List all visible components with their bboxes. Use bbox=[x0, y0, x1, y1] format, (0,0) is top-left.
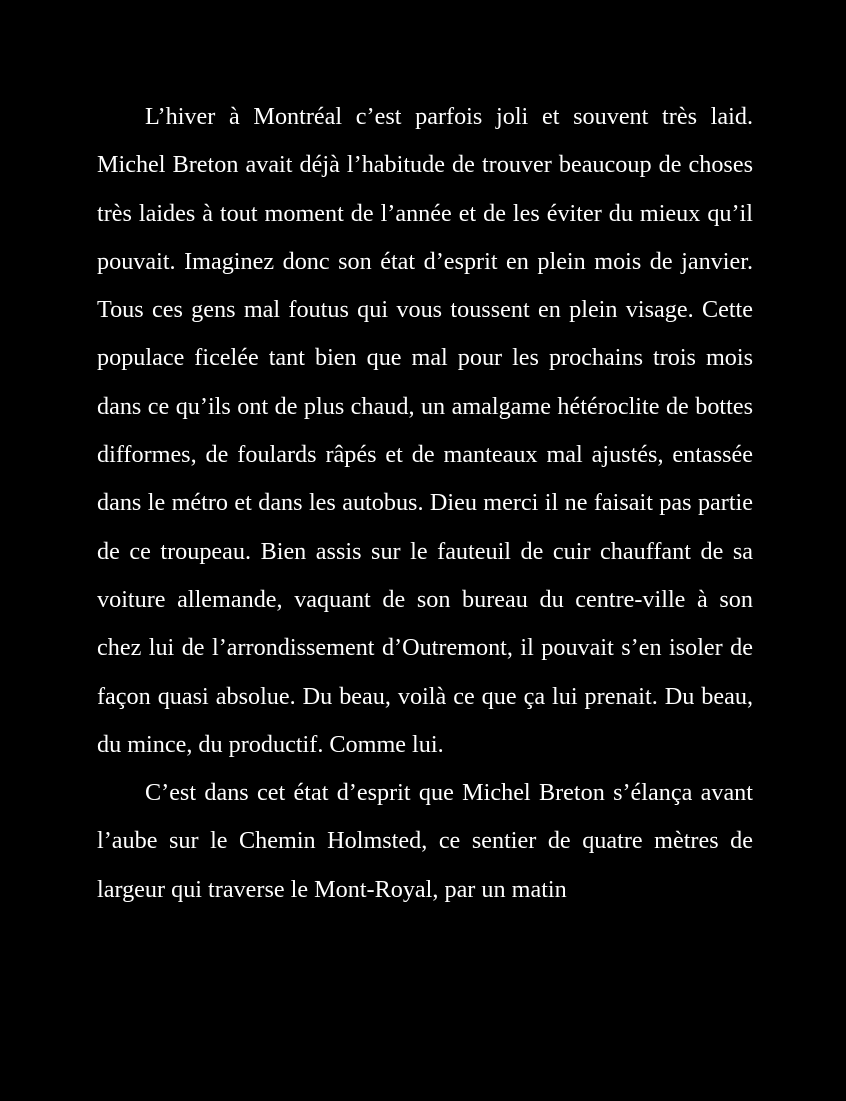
document-body bbox=[97, 93, 753, 914]
paragraph-2: C’est dans cet état d’esprit que Michel Breton s’élança avant l’aube sur le Chemin Holmsted, ce sentier de quatre mètres de largeur qui traverse le Mont-Royal, par un matin bbox=[97, 779, 753, 903]
paragraph-1: L’hiver à Montréal c’est parfois joli et souvent très laid. Michel Breton avait déjà l’habitude de trouver beaucoup de choses très laides à tout moment de l’année et de les éviter du mieux qu’il pouvait. Imaginez donc son état d’esprit en plein mois de janvier. Tous ces gens mal foutus qui vous toussent en plein visage. Cette populace ficelée tant bien que mal pour les prochains trois mois dans ce qu’ils ont de plus chaud, un amalgame hétéroclite de bottes difformes, de foulards râpés et de manteaux mal ajustés, entassée dans le métro et dans les autobus. Dieu merci il ne faisait pas partie de ce troupeau. Bien assis sur le fauteuil de cuir chauffant de sa voiture allemande, vaquant de son bureau du centre-ville à son chez lui de l’arrondissement d’Outremont, il pouvait s’en isoler de façon quasi absolue. Du beau, voilà ce que ça lui prenait. Du beau, du mince, du productif. Comme lui. bbox=[97, 103, 753, 758]
